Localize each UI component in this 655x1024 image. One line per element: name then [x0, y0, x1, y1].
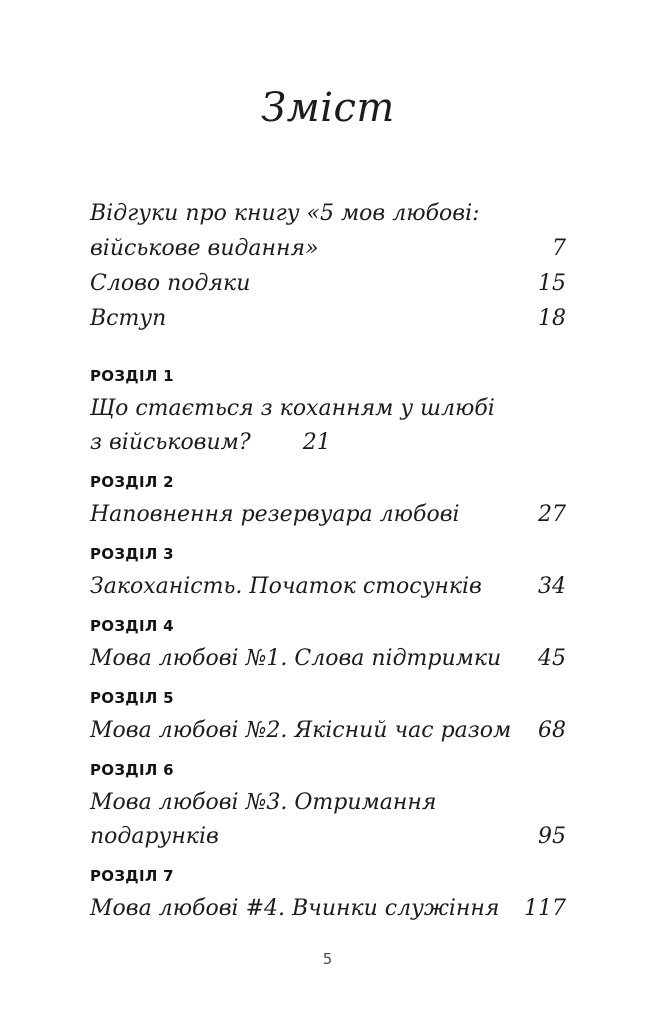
- chapter-page-number: 95: [538, 824, 566, 849]
- toc-entry-title: Слово подяки: [90, 271, 251, 296]
- chapter-label: РОЗДІЛ 5: [90, 689, 174, 707]
- chapter-label: РОЗДІЛ 6: [90, 761, 174, 779]
- toc-chapter: [90, 366, 566, 460]
- toc-entry: [90, 266, 566, 301]
- chapter-title: [90, 570, 566, 604]
- chapter-page-number: 27: [538, 502, 566, 527]
- chapter-page-number: 21: [302, 430, 331, 455]
- toc-entry-page-number: 7: [552, 236, 566, 261]
- chapter-title-line1: Що стається з коханням у шлюбі: [90, 396, 495, 421]
- toc-chapter: [90, 472, 566, 532]
- chapter-title: [90, 642, 566, 676]
- toc-entry-title-line2: військове видання»: [90, 236, 319, 261]
- toc-entry-title-line1: Відгуки про книгу «5 мов любові:: [90, 201, 480, 226]
- chapter-title-text: Мова любові №2. Якісний час разом: [90, 718, 512, 743]
- chapter-title: [90, 392, 566, 460]
- chapter-title: [90, 498, 566, 532]
- toc-chapter: [90, 866, 566, 926]
- toc-chapter: [90, 544, 566, 604]
- chapter-page-number: 117: [524, 896, 566, 921]
- chapter-label: РОЗДІЛ 3: [90, 545, 174, 563]
- chapter-label: РОЗДІЛ 1: [90, 367, 174, 385]
- toc-entry: [90, 301, 566, 336]
- page-title: Зміст: [261, 85, 395, 131]
- toc-chapter: [90, 760, 566, 854]
- front-matter-section: [90, 196, 566, 336]
- chapter-label: РОЗДІЛ 4: [90, 617, 174, 635]
- chapter-title-line1: Мова любові №3. Отримання: [90, 790, 437, 815]
- chapter-title: [90, 786, 566, 854]
- toc-entry-page-number: 15: [538, 271, 566, 296]
- chapters-section: [90, 366, 566, 926]
- chapter-title: [90, 892, 566, 926]
- chapter-title-line2: подарунків: [90, 824, 219, 849]
- chapter-title-text: Наповнення резервуара любові: [90, 502, 460, 527]
- chapter-title: [90, 714, 566, 748]
- chapter-page-number: 45: [538, 646, 566, 671]
- chapter-title-text: Мова любові №1. Слова підтримки: [90, 646, 502, 671]
- toc-entry-title: Вступ: [90, 306, 167, 331]
- chapter-label: РОЗДІЛ 7: [90, 867, 174, 885]
- chapter-title-text: Закоханість. Початок стосунків: [90, 574, 482, 599]
- toc-content: [90, 0, 566, 926]
- chapter-title-text: Мова любові #4. Вчинки служіння: [90, 896, 500, 921]
- toc-chapter: [90, 688, 566, 748]
- chapter-page-number: 68: [538, 718, 566, 743]
- toc-entry: [90, 196, 566, 266]
- toc-chapter: [90, 616, 566, 676]
- footer-page-number: 5: [322, 950, 333, 968]
- chapter-title-line2-with-page: [90, 426, 566, 460]
- toc-entry-page-number: 18: [538, 306, 566, 331]
- chapter-label: РОЗДІЛ 2: [90, 473, 174, 491]
- chapter-page-number: 34: [538, 574, 566, 599]
- chapter-title-line2: з військовим?: [90, 430, 251, 455]
